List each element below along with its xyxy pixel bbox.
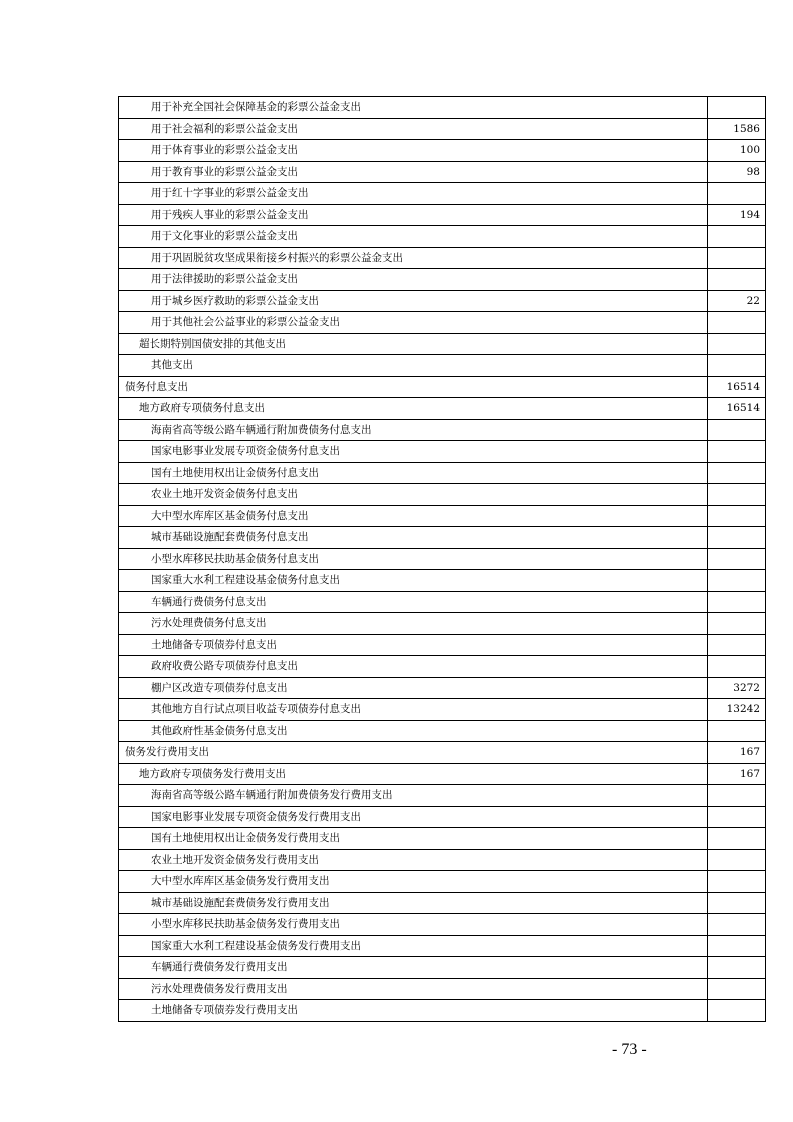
table-row xyxy=(119,527,766,549)
table-row xyxy=(119,828,766,850)
item-name-cell: 用于教育事业的彩票公益金支出 xyxy=(119,161,708,183)
item-value-cell xyxy=(708,613,766,635)
item-value-cell: 13242 xyxy=(708,699,766,721)
item-value-cell: 167 xyxy=(708,742,766,764)
table-row xyxy=(119,140,766,162)
item-value-cell: 16514 xyxy=(708,398,766,420)
table-row xyxy=(119,398,766,420)
item-name-cell: 国有土地使用权出让金债务发行费用支出 xyxy=(119,828,708,850)
item-name-cell: 农业土地开发资金债务付息支出 xyxy=(119,484,708,506)
item-value-cell xyxy=(708,785,766,807)
table-row xyxy=(119,677,766,699)
item-name-cell: 大中型水库库区基金债务发行费用支出 xyxy=(119,871,708,893)
item-value-cell xyxy=(708,1000,766,1022)
table-row xyxy=(119,871,766,893)
table-row xyxy=(119,849,766,871)
table-row xyxy=(119,376,766,398)
table-row xyxy=(119,355,766,377)
table-row xyxy=(119,806,766,828)
item-value-cell xyxy=(708,828,766,850)
item-name-cell: 其他地方自行试点项目收益专项债券付息支出 xyxy=(119,699,708,721)
budget-table xyxy=(118,96,766,1022)
item-value-cell xyxy=(708,806,766,828)
item-name-cell: 棚户区改造专项债券付息支出 xyxy=(119,677,708,699)
table-row xyxy=(119,634,766,656)
item-name-cell: 用于其他社会公益事业的彩票公益金支出 xyxy=(119,312,708,334)
item-name-cell: 超长期特别国债安排的其他支出 xyxy=(119,333,708,355)
table-row xyxy=(119,269,766,291)
table-row xyxy=(119,763,766,785)
item-value-cell xyxy=(708,591,766,613)
table-row xyxy=(119,247,766,269)
item-name-cell: 土地储备专项债券付息支出 xyxy=(119,634,708,656)
item-value-cell xyxy=(708,957,766,979)
item-name-cell: 海南省高等级公路车辆通行附加费债务发行费用支出 xyxy=(119,785,708,807)
item-name-cell: 用于巩固脱贫攻坚成果衔接乡村振兴的彩票公益金支出 xyxy=(119,247,708,269)
item-value-cell xyxy=(708,355,766,377)
item-name-cell: 城市基础设施配套费债务付息支出 xyxy=(119,527,708,549)
item-value-cell xyxy=(708,892,766,914)
table-row xyxy=(119,97,766,119)
table-row xyxy=(119,720,766,742)
table-row xyxy=(119,613,766,635)
table-row xyxy=(119,914,766,936)
item-name-cell: 大中型水库库区基金债务付息支出 xyxy=(119,505,708,527)
item-value-cell xyxy=(708,312,766,334)
item-name-cell: 国家电影事业发展专项资金债务付息支出 xyxy=(119,441,708,463)
table-row xyxy=(119,699,766,721)
table-row xyxy=(119,570,766,592)
item-value-cell xyxy=(708,720,766,742)
item-value-cell xyxy=(708,269,766,291)
item-name-cell: 用于城乡医疗救助的彩票公益金支出 xyxy=(119,290,708,312)
item-value-cell: 167 xyxy=(708,763,766,785)
table-row xyxy=(119,1000,766,1022)
item-value-cell xyxy=(708,634,766,656)
table-row xyxy=(119,226,766,248)
item-name-cell: 国有土地使用权出让金债务付息支出 xyxy=(119,462,708,484)
item-name-cell: 土地储备专项债券发行费用支出 xyxy=(119,1000,708,1022)
page-number: - 73 - xyxy=(612,1041,647,1058)
table-row xyxy=(119,118,766,140)
item-value-cell: 22 xyxy=(708,290,766,312)
table-row xyxy=(119,333,766,355)
table-row xyxy=(119,656,766,678)
item-value-cell: 16514 xyxy=(708,376,766,398)
table-row xyxy=(119,505,766,527)
item-value-cell: 1586 xyxy=(708,118,766,140)
table-row xyxy=(119,462,766,484)
table-row xyxy=(119,548,766,570)
item-name-cell: 地方政府专项债务发行费用支出 xyxy=(119,763,708,785)
item-value-cell xyxy=(708,419,766,441)
table-row xyxy=(119,441,766,463)
item-name-cell: 用于红十字事业的彩票公益金支出 xyxy=(119,183,708,205)
table-row xyxy=(119,484,766,506)
item-name-cell: 地方政府专项债务付息支出 xyxy=(119,398,708,420)
item-value-cell xyxy=(708,935,766,957)
item-value-cell: 100 xyxy=(708,140,766,162)
item-name-cell: 用于补充全国社会保障基金的彩票公益金支出 xyxy=(119,97,708,119)
item-name-cell: 用于法律援助的彩票公益金支出 xyxy=(119,269,708,291)
item-name-cell: 海南省高等级公路车辆通行附加费债务付息支出 xyxy=(119,419,708,441)
item-value-cell xyxy=(708,97,766,119)
item-value-cell xyxy=(708,656,766,678)
table-row xyxy=(119,591,766,613)
table-row xyxy=(119,892,766,914)
item-value-cell xyxy=(708,527,766,549)
item-value-cell: 194 xyxy=(708,204,766,226)
item-value-cell xyxy=(708,505,766,527)
item-name-cell: 车辆通行费债务付息支出 xyxy=(119,591,708,613)
item-name-cell: 城市基础设施配套费债务发行费用支出 xyxy=(119,892,708,914)
table-row xyxy=(119,161,766,183)
item-name-cell: 车辆通行费债务发行费用支出 xyxy=(119,957,708,979)
item-value-cell: 98 xyxy=(708,161,766,183)
item-name-cell: 其他支出 xyxy=(119,355,708,377)
item-name-cell: 用于残疾人事业的彩票公益金支出 xyxy=(119,204,708,226)
item-value-cell xyxy=(708,849,766,871)
item-value-cell xyxy=(708,333,766,355)
table-row xyxy=(119,312,766,334)
item-value-cell xyxy=(708,978,766,1000)
item-value-cell xyxy=(708,441,766,463)
item-value-cell xyxy=(708,570,766,592)
item-value-cell xyxy=(708,548,766,570)
item-name-cell: 国家重大水利工程建设基金债务付息支出 xyxy=(119,570,708,592)
item-value-cell: 3272 xyxy=(708,677,766,699)
item-name-cell: 用于体育事业的彩票公益金支出 xyxy=(119,140,708,162)
table-row xyxy=(119,419,766,441)
item-name-cell: 国家电影事业发展专项资金债务发行费用支出 xyxy=(119,806,708,828)
item-name-cell: 债务发行费用支出 xyxy=(119,742,708,764)
item-name-cell: 污水处理费债务发行费用支出 xyxy=(119,978,708,1000)
table-row xyxy=(119,957,766,979)
item-name-cell: 用于社会福利的彩票公益金支出 xyxy=(119,118,708,140)
item-value-cell xyxy=(708,914,766,936)
item-value-cell xyxy=(708,462,766,484)
table-row xyxy=(119,204,766,226)
item-name-cell: 小型水库移民扶助基金债务发行费用支出 xyxy=(119,914,708,936)
table-row xyxy=(119,785,766,807)
item-name-cell: 国家重大水利工程建设基金债务发行费用支出 xyxy=(119,935,708,957)
table-row xyxy=(119,183,766,205)
item-value-cell xyxy=(708,484,766,506)
item-name-cell: 债务付息支出 xyxy=(119,376,708,398)
item-name-cell: 污水处理费债务付息支出 xyxy=(119,613,708,635)
item-value-cell xyxy=(708,871,766,893)
table-row xyxy=(119,742,766,764)
item-name-cell: 小型水库移民扶助基金债务付息支出 xyxy=(119,548,708,570)
item-value-cell xyxy=(708,247,766,269)
table-body xyxy=(119,97,766,1022)
item-name-cell: 用于文化事业的彩票公益金支出 xyxy=(119,226,708,248)
table-row xyxy=(119,978,766,1000)
item-value-cell xyxy=(708,183,766,205)
item-name-cell: 其他政府性基金债务付息支出 xyxy=(119,720,708,742)
item-name-cell: 农业土地开发资金债务发行费用支出 xyxy=(119,849,708,871)
item-value-cell xyxy=(708,226,766,248)
table-row xyxy=(119,290,766,312)
item-name-cell: 政府收费公路专项债券付息支出 xyxy=(119,656,708,678)
table-row xyxy=(119,935,766,957)
